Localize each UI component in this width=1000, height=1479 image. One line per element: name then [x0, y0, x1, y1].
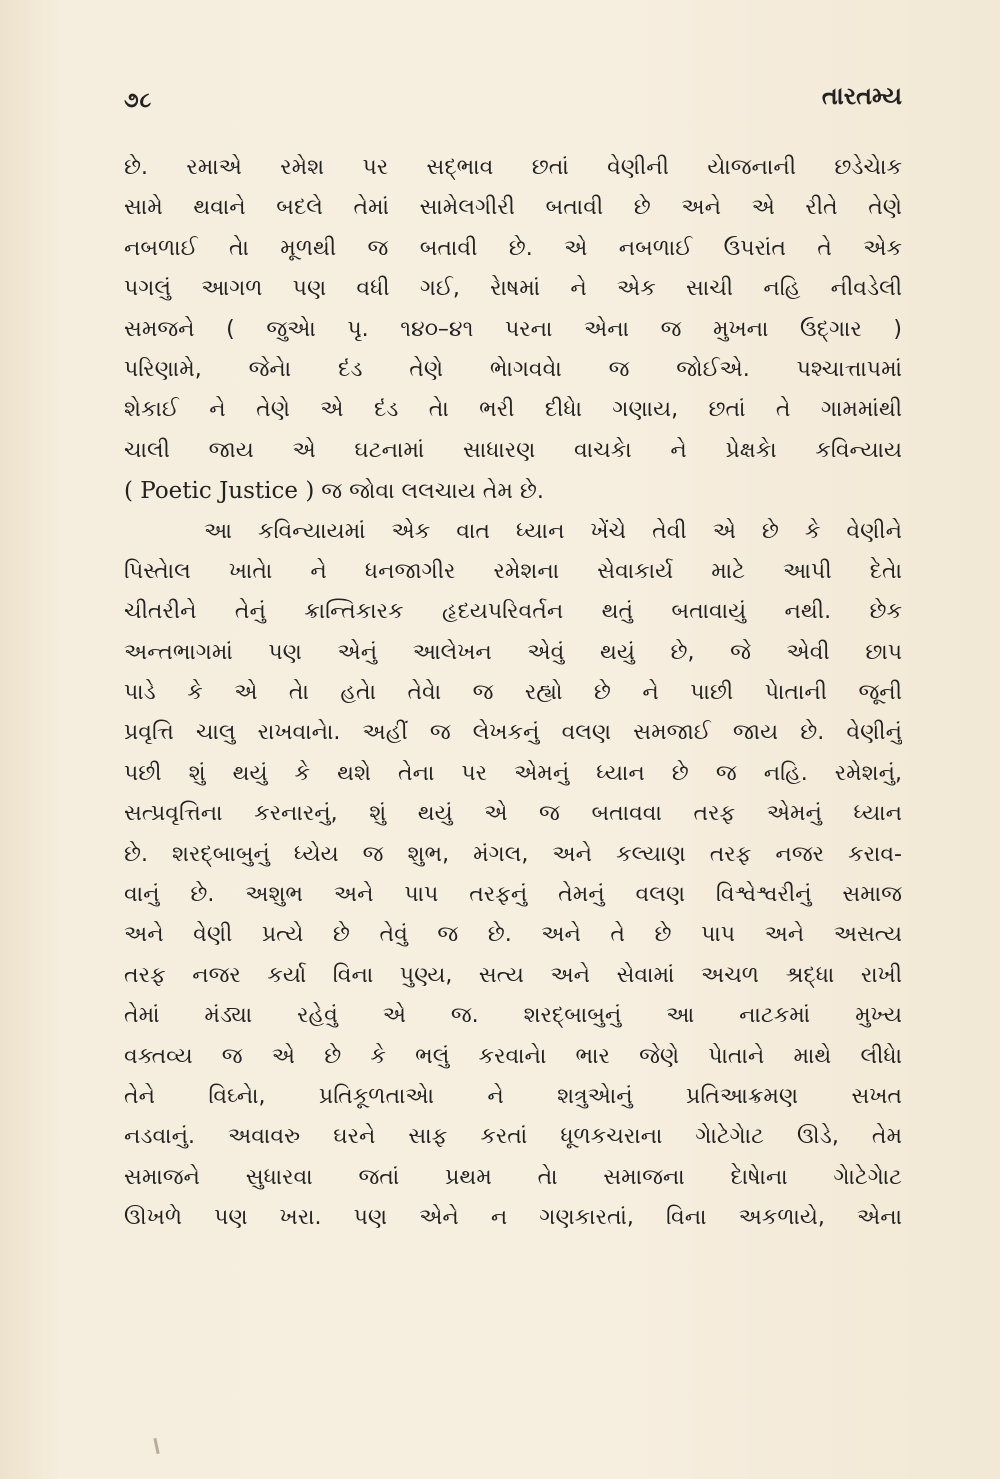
- text-line: સત્પ્રવૃત્તિના કરનારનું, શું થયું એ જ બતાવવા તરફ એમનું ધ્યાન: [124, 801, 902, 827]
- text-fragment: જ જોવા લલચાય તેમ છે.: [314, 479, 544, 505]
- latin-phrase: ( Poetic Justice ): [124, 478, 315, 505]
- text-line: નડવાનું. અવાવરુ ઘરને સાફ કરતાં ધૂળકચરાના ગેાટેગેાટ ઊડે, તેમ: [124, 1124, 902, 1150]
- text-line: આ કવિન્યાયમાં એક વાત ધ્યાન ખેંચે તેવી એ છે કે વેણીને: [204, 518, 902, 544]
- text-line: પ્રવૃત્તિ ચાલુ રાખવાનેા. અહીં જ લેખકનું વલણ સમજાઈ જાય છે. વેણીનું: [124, 720, 902, 746]
- text-line-last: [124, 471, 902, 511]
- pencil-mark: [153, 1438, 159, 1454]
- text-line: પિસ્તેાલ ખાતેા ને ધનજાગીર રમેશના સેવાકાર્ય માટે આપી દેતેા: [124, 558, 902, 584]
- running-title: તારતમ્ય: [821, 82, 902, 110]
- text-line: છે. શરદ્બાબુનું ધ્યેય જ શુભ, મંગલ, અને કલ્યાણ તરફ નજર કરાવ-: [124, 841, 902, 867]
- page-header: [124, 78, 902, 118]
- paragraph-2: [124, 512, 902, 1239]
- page-body: [124, 148, 902, 1239]
- text-line: પરિણામે, જેનેા દંડ તેણે ભેાગવવેા જ જોઈએ. પશ્ચાત્તાપમાં: [124, 356, 902, 382]
- text-line: અન્તભાગમાં પણ એનું આલેખન એવું થયું છે, જે એવી છાપ: [124, 639, 902, 665]
- text-line: ઊખળે પણ ખરા. પણ એને ન ગણકારતાં, વિના અકળાયે, એના: [124, 1205, 902, 1231]
- text-line: પગલું આગળ પણ વધી ગઈ, રેાષમાં ને એક સાચી નહિ નીવડેલી: [124, 276, 902, 302]
- text-line: સમાજને સુધારવા જતાં પ્રથમ તેા સમાજના દેાષેાના ગેાટેગેાટ: [124, 1164, 902, 1190]
- text-line: ચાલી જાય એ ઘટનામાં સાધારણ વાચકેા ને પ્રેક્ષકેા કવિન્યાય: [124, 437, 902, 463]
- text-line: સમજને ( જુએા પૃ. ૧૪૦–૪૧ પરના એના જ મુખના ઉદ્ગાર ): [124, 316, 902, 342]
- text-line: તરફ નજર કર્યા વિના પુણ્ય, સત્ય અને સેવામાં અચળ શ્રદ્ધા રાખી: [124, 962, 902, 988]
- page-number: ૭૮: [124, 88, 153, 112]
- text-line: વાનું છે. અશુભ અને પાપ તરફનું તેમનું વલણ વિશ્વેશ્વરીનું સમાજ: [124, 882, 902, 908]
- paragraph-1: [124, 148, 902, 512]
- text-line: વક્તવ્ય જ એ છે કે ભલું કરવાનેા ભાર જેણે પેાતાને માથે લીધેા: [124, 1043, 902, 1069]
- text-line: અને વેણી પ્રત્યે છે તેવું જ છે. અને તે છે પાપ અને અસત્ય: [124, 922, 902, 948]
- text-line: ચીતરીને તેનું ક્રાન્તિકારક હૃદયપરિવર્તન થતું બતાવાયું નથી. છેક: [124, 599, 902, 625]
- text-line: નબળાઈ તેા મૂળથી જ બતાવી છે. એ નબળાઈ ઉપરાંત તે એક: [124, 235, 902, 261]
- text-line: શેકાઈ ને તેણે એ દંડ તેા ભરી દીધેા ગણાય, છતાં તે ગામમાંથી: [124, 397, 902, 423]
- text-line: તેમાં મંડ્યા રહેવું એ જ. શરદ્બાબુનું આ નાટકમાં મુખ્ય: [124, 1003, 902, 1029]
- text-line: પાડે કે એ તેા હતેા તેવેા જ રહ્યો છે ને પાછી પેાતાની જૂની: [124, 680, 902, 706]
- text-line: તેને વિઘ્નેા, પ્રતિકૂળતાએા ને શત્રુએાનું પ્રતિઆક્રમણ સખત: [124, 1083, 902, 1109]
- text-line: પછી શું થયું કે થશે તેના પર એમનું ધ્યાન છે જ નહિ. રમેશનું,: [124, 760, 902, 786]
- text-line: સામે થવાને બદલે તેમાં સામેલગીરી બતાવી છે અને એ રીતે તેણે: [124, 195, 902, 221]
- text-line: છે. રમાએ રમેશ પર સદ્ભાવ છતાં વેણીની યેાજનાની છડેચેાક: [124, 155, 902, 180]
